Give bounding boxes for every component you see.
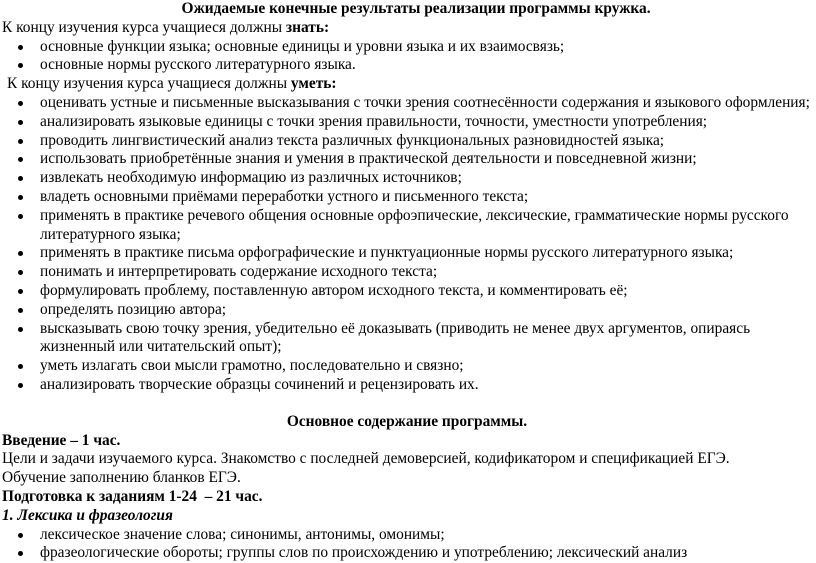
section1-title: 1. Лексика и фразеология: [2, 506, 173, 524]
list-item: высказывать свою точку зрения, убедительно её доказывать (приводить не менее двух аргументов, опираясь жизненный или читательский опыт);: [2, 320, 812, 358]
list-item: формулировать проблему, поставленную автором исходного текста, и комментировать её;: [2, 282, 812, 301]
list-item: использовать приобретённые знания и умения в практической деятельности и повседневной жизни;: [2, 150, 812, 169]
bullet-icon: [18, 270, 23, 275]
list-item: уметь излагать свои мысли грамотно, последовательно и связно;: [2, 357, 812, 376]
can-intro-text: К концу изучения курса учащиеся должны: [7, 75, 291, 93]
bullet-icon: [18, 45, 23, 50]
bullet-icon: [18, 176, 23, 181]
bullet-icon: [18, 383, 23, 388]
bullet-icon: [18, 157, 23, 162]
list-item: лексическое значение слова; синонимы, антонимы, омонимы;: [2, 526, 812, 545]
list-item: понимать и интерпретировать содержание исходного текста;: [2, 263, 812, 282]
bullet-icon: [18, 139, 23, 144]
section1-list: [2, 526, 812, 563]
bullet-icon: [18, 289, 23, 294]
list-item: анализировать языковые единицы с точки зрения правильности, точности, уместности употребления;: [2, 113, 812, 132]
content-heading: Основное содержание программы.: [286, 412, 528, 430]
bullet-icon: [18, 120, 23, 125]
bullet-icon: [18, 533, 23, 538]
can-list: [2, 94, 812, 395]
bullet-icon: [18, 195, 23, 200]
list-item: основные функции языка; основные единицы и уровни языка и их взаимосвязь;: [2, 38, 812, 57]
prep-title: Подготовка к заданиям 1-24 – 21 час.: [2, 487, 263, 505]
list-item: определять позицию автора;: [2, 301, 812, 320]
know-list: [2, 38, 812, 76]
intro-line: Цели и задачи изучаемого курса. Знакомство с последней демоверсией, кодификатором и спецификацией ЕГЭ.: [2, 450, 730, 468]
bullet-icon: [18, 308, 23, 313]
list-item: фразеологические обороты; группы слов по происхождению и употреблению; лексический анализ: [2, 544, 812, 563]
know-intro-text: К концу изучения курса учащиеся должны: [2, 18, 286, 36]
can-intro: [2, 75, 812, 94]
list-item: оценивать устные и письменные высказывания с точки зрения соотнесённости содержания и языкового оформления;: [2, 94, 812, 113]
bullet-icon: [18, 251, 23, 256]
intro-title: Введение – 1 час.: [2, 431, 121, 449]
know-intro-keyword: знать:: [285, 18, 330, 36]
list-item: проводить лингвистический анализ текста различных функциональных разновидностей языка;: [2, 132, 812, 151]
bullet-icon: [18, 364, 23, 369]
bullet-icon: [18, 214, 23, 219]
intro-line: Обучение заполнению бланков ЕГЭ.: [2, 469, 241, 487]
list-item: применять в практике письма орфографические и пунктуационные нормы русского литературного языка;: [2, 244, 812, 263]
list-item: владеть основными приёмами переработки устного и письменного текста;: [2, 188, 812, 207]
bullet-icon: [18, 101, 23, 106]
list-item: анализировать творческие образцы сочинений и рецензировать их.: [2, 376, 812, 395]
know-intro: [2, 19, 812, 38]
list-item: применять в практике речевого общения основные орфоэпические, лексические, грамматические нормы русского литературного языка;: [2, 207, 812, 245]
results-heading: Ожидаемые конечные результаты реализации программы кружка.: [181, 0, 651, 17]
bullet-icon: [18, 63, 23, 68]
can-intro-keyword: уметь:: [290, 75, 337, 93]
bullet-icon: [18, 327, 23, 332]
list-item: основные нормы русского литературного языка.: [2, 56, 812, 75]
list-item: извлекать необходимую информацию из различных источников;: [2, 169, 812, 188]
section-gap: [2, 395, 812, 413]
bullet-icon: [18, 551, 23, 556]
